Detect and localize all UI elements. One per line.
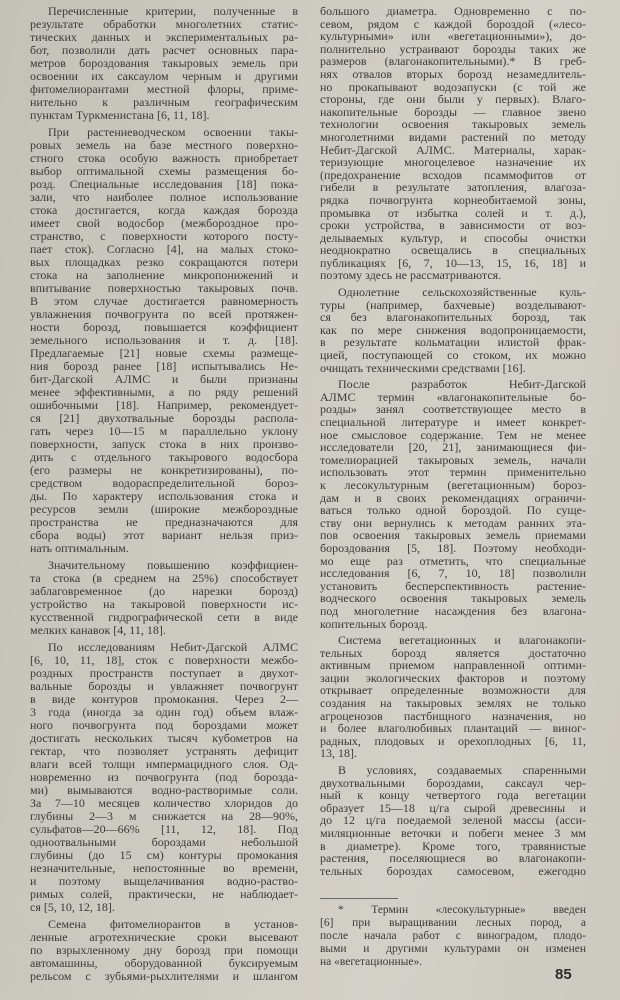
text-line: под многолетние насаждения без влагона- bbox=[320, 603, 586, 618]
text-line: радных, плодовых и орехоплодных [6, 11, bbox=[320, 733, 586, 748]
text-line: технологии освоения такыровых земель bbox=[320, 117, 586, 132]
text-line: ровых земель на базе местного поверхно- bbox=[30, 138, 298, 152]
text-line: стороны, где они были у первых). Влаго- bbox=[320, 92, 586, 107]
text-line: странство, с поверхности которого посту- bbox=[30, 229, 298, 243]
text-line: туры (например, бахчевые) возделывают- bbox=[320, 297, 586, 312]
text-line: создания на такыровых землях не только bbox=[320, 696, 586, 711]
text-line: заблаговременное (до нарезки борозд) bbox=[30, 584, 298, 598]
paragraph bbox=[30, 918, 298, 983]
text-line: розд. Специальные исследования [18] пока- bbox=[30, 177, 298, 191]
text-line: севом, рядом с каждой бороздой («лесо- bbox=[320, 16, 586, 31]
paragraph bbox=[320, 634, 586, 760]
text-line: бот, позволили дать расчет основных пара- bbox=[30, 43, 298, 57]
text-line: выбор оптимальной схемы размещения бо- bbox=[30, 164, 298, 178]
footnote-line: выми и другими культурами он изменен bbox=[320, 943, 586, 955]
text-line: новременно из почвогрунта (под борозда- bbox=[30, 770, 298, 784]
text-line: Перечисленные критерии, полученные в bbox=[48, 4, 298, 18]
text-line: мо еще раз отметить, что специальные bbox=[320, 553, 586, 568]
paragraph bbox=[320, 286, 586, 374]
text-line: стока на заполнение микропонижений и bbox=[30, 268, 298, 282]
text-line: Небит-Дагской АЛМС. Материалы, харак- bbox=[320, 142, 586, 157]
text-line: ния борозд ранее [18] испытывались Не- bbox=[30, 359, 298, 373]
text-line: Семена фитомелиорантов в установ- bbox=[48, 917, 298, 931]
text-line: Значительному повышению коэффициен- bbox=[48, 558, 298, 572]
text-line: римых солей, практически, не наблюдает- bbox=[30, 887, 298, 901]
footnote-divider bbox=[320, 898, 398, 899]
text-line: исследования [6, 7, 10, 18] позволили bbox=[320, 566, 586, 581]
text-line: и поэтому выщелачивания водно-раство- bbox=[30, 874, 298, 888]
text-line: стного стока особую важность приобретает bbox=[30, 151, 298, 165]
text-line: 3 года (иногда за один год) объем влаж- bbox=[30, 705, 298, 719]
text-line: в результате кольматации илистой фрак- bbox=[320, 335, 586, 350]
text-line: нях отвалов вторых борозд незамедлитель- bbox=[320, 66, 586, 81]
text-line: гектар, что позволяет устранять дефицит bbox=[30, 744, 298, 758]
text-line: пает сток). Согласно [4], на малых стоко- bbox=[30, 242, 298, 256]
text-line: земельного использования и т. д. [18]. bbox=[30, 333, 298, 347]
text-line: В условиях, создаваемых спаренными bbox=[338, 763, 586, 778]
footnote-line: [6] при выращивании лесных пород, а bbox=[320, 917, 586, 929]
text-line: по взрыхленному дну борозд при помощи bbox=[30, 943, 298, 957]
text-line: установить бесперспективность растение- bbox=[320, 578, 586, 593]
text-line: За 7—10 месяцев количество хлоридов до bbox=[30, 796, 298, 810]
paragraph bbox=[30, 5, 298, 122]
text-line: ного почвогрунта под бороздами может bbox=[30, 718, 298, 732]
text-line: в виде контуров промокания. Через 2— bbox=[30, 692, 298, 706]
text-line: Система вегетационных и влагонакопи- bbox=[338, 633, 586, 648]
text-line: миляционные веточки и побеги менее 3 мм bbox=[320, 826, 586, 840]
text-line: (его размеры не конкретизированы), по- bbox=[30, 463, 298, 477]
right-column bbox=[320, 5, 586, 881]
text-line: но прокапывают водозапуски (с той же bbox=[320, 79, 586, 94]
text-line: По исследованиям Небит-Дагской АЛМС bbox=[48, 640, 298, 654]
text-line: та стока (в среднем на 25%) способствует bbox=[30, 571, 298, 585]
text-line: образует 15—18 ц/га сырой древесины и bbox=[320, 800, 586, 815]
text-line: вых площадках резко сокращаются потери bbox=[30, 255, 298, 269]
paragraph bbox=[30, 126, 298, 555]
text-line: тических данных и экспериментальных ра- bbox=[30, 30, 298, 44]
paragraph bbox=[30, 559, 298, 637]
text-line: Однолетние сельскохозяйственные куль- bbox=[338, 285, 586, 300]
text-line: имеет свой водосбор (межбороздное про- bbox=[30, 216, 298, 230]
text-line: Предлагаемые [21] новые схемы размеще- bbox=[30, 346, 298, 360]
text-line: томелиорацией такыровых земель, начали bbox=[320, 452, 586, 467]
text-line: ся [5, 10, 12, 18]. bbox=[30, 900, 115, 914]
text-line: сроки устройства, в зависимости от воз- bbox=[320, 218, 586, 233]
text-line: фитомелиорантами местной флоры, приме- bbox=[30, 82, 298, 96]
text-line: влаги всей толщи импермацидного слоя. Од- bbox=[30, 757, 298, 771]
text-line: до 12 ц/га поедаемой зеленой массы (асси- bbox=[320, 813, 586, 828]
page-number: 85 bbox=[555, 966, 572, 983]
text-line: После разработок Небит-Дагской bbox=[338, 377, 586, 392]
text-line: культурными» или «вегетационными»), до- bbox=[320, 29, 586, 44]
text-line: неоднократно освещались в специальных bbox=[320, 243, 586, 258]
text-line: ми) вымываются водно-растворимые соли. bbox=[30, 783, 298, 797]
text-line: ошибочными [18]. Например, рекомендует- bbox=[30, 398, 298, 412]
text-line: автомашины, оборудованной буксируемым bbox=[30, 956, 298, 970]
text-line: [6, 10, 11, 18], сток с поверхности межбо- bbox=[30, 653, 298, 667]
text-line: сбора воды) этот вариант нельзя приз- bbox=[30, 528, 298, 542]
text-line: устройство на такыровой поверхности ис- bbox=[30, 597, 298, 611]
text-line: ся [21] двухотвальные борозды распола- bbox=[30, 411, 298, 425]
text-line: ся без влагонакопительных борозд, так bbox=[320, 310, 586, 325]
text-line: вальные борозды и увлажняет почвогрунт bbox=[30, 679, 298, 693]
text-line: как по мере снижения водопроницаемости, bbox=[320, 322, 586, 337]
text-line: зали, что наиболее полное использование bbox=[30, 190, 298, 204]
text-line: к лесокультурным (вегетационным) бороз- bbox=[320, 477, 586, 492]
text-line: нать оптимальным. bbox=[30, 541, 129, 555]
text-line: и более влаголюбивых плантаций — виног- bbox=[320, 721, 586, 736]
paragraph bbox=[30, 641, 298, 914]
text-line: средством водораспределительной бороз- bbox=[30, 476, 298, 490]
text-line: в диаметре). Кроме того, травянистые bbox=[320, 838, 586, 853]
footnote bbox=[320, 904, 586, 969]
text-line: поверхности, запуск стока в них произво- bbox=[30, 437, 298, 451]
text-line: тельных бороздах самосевом, ежегодно bbox=[320, 863, 586, 878]
text-line: ству они вернулись к методам ранних эта- bbox=[320, 515, 586, 530]
text-line: ности борозд, повышается коэффициент bbox=[30, 320, 298, 334]
text-line: АЛМС термин «влагонакопительные бо- bbox=[320, 389, 586, 404]
text-line: поэтому здесь не рассматриваются. bbox=[320, 268, 502, 283]
text-line: рядка почвогрунта корнеобитаемой зоны, bbox=[320, 192, 586, 207]
paragraph bbox=[320, 378, 586, 630]
text-line: кусственной гидрографической сети в виде bbox=[30, 610, 298, 624]
text-line: пов освоения такыровых земель приемами bbox=[320, 528, 586, 543]
text-line: ленные агротехнические сроки высевают bbox=[30, 930, 298, 944]
text-line: специальной литературе и имеет конкрет- bbox=[320, 415, 586, 429]
text-line: пространства не предназначаются для bbox=[30, 515, 298, 529]
text-line: полнительно устраивают борозды таких же bbox=[320, 41, 586, 56]
text-line: одноотвальными бороздами небольшой bbox=[30, 835, 298, 849]
text-line: бороздования [5, 18]. Поэтому необходи- bbox=[320, 540, 586, 555]
text-line: незначительные, непостоянные во времени, bbox=[30, 861, 298, 875]
text-line: копительных борозд. bbox=[320, 616, 428, 631]
text-line: впитывание поверхностью такыровых почв. bbox=[30, 281, 298, 295]
text-line: накопительные борозды — главное звено bbox=[320, 104, 586, 119]
text-line: ный к концу четвертого года вегетации bbox=[320, 788, 586, 803]
text-line: глубины (до 15 см) контуры промокания bbox=[30, 848, 298, 862]
text-line: дить с отдельного такырового водосбора bbox=[30, 450, 298, 464]
footnote-line: после начала работ с виноградом, плодо- bbox=[320, 930, 586, 942]
text-line: освоении их саксаулом черным и другими bbox=[30, 69, 298, 83]
text-line: открывает определенные возможности для bbox=[320, 683, 586, 698]
text-line: При растениеводческом освоении такы- bbox=[48, 125, 298, 139]
text-line: большого диаметра. Одновременно с по- bbox=[320, 4, 586, 18]
text-line: розды» занял соответствующее место в bbox=[320, 402, 586, 417]
text-line: ресурсов земли (широкие межбороздные bbox=[30, 502, 298, 516]
text-line: теризующие многоцелевое назначение их bbox=[320, 155, 586, 170]
text-line: ное смысловое содержание. Тем не менее bbox=[320, 427, 586, 442]
paragraph bbox=[320, 764, 586, 877]
text-line: увлажнения почвогрунта по всей протяжен- bbox=[30, 307, 298, 321]
text-line: бит-Дагской АЛМС и были признаны bbox=[30, 372, 298, 386]
text-line: гибели в результате затопления, влагоза- bbox=[320, 180, 586, 195]
text-line: достигать нескольких тысяч кубометров на bbox=[30, 731, 298, 745]
text-line: двухотвальными бороздами, саксаул чер- bbox=[320, 775, 586, 790]
text-line: промывка от избытка солей и т. д.), bbox=[320, 205, 586, 220]
text-line: глубины 2—3 м снижается на 28—90%, bbox=[30, 809, 298, 823]
text-line: 13, 18]. bbox=[320, 746, 357, 761]
text-line: ды. По характеру использования стока и bbox=[30, 489, 298, 503]
text-line: растения, поселяющиеся во влагонакопи- bbox=[320, 851, 586, 866]
text-line: использовать этот термин применительно bbox=[320, 465, 586, 480]
text-line: зации экологических факторов и поэтому bbox=[320, 670, 586, 685]
text-line: публикациях [6, 7, 10—13, 15, 16, 18] и bbox=[320, 255, 586, 270]
text-line: гать через 10—15 м параллельно уклону bbox=[30, 424, 298, 438]
text-line: сульфатов—20—66% [11, 12, 18]. Под bbox=[30, 822, 298, 836]
text-line: результате обработки многолетних статис- bbox=[30, 17, 298, 31]
text-line: нительно к различным географическим bbox=[30, 95, 298, 109]
text-line: ваться только одной бороздой. По суще- bbox=[320, 503, 586, 518]
text-line: мелких канавок [4, 11, 18]. bbox=[30, 623, 166, 637]
text-line: пунктам Туркменистана [6, 11, 18]. bbox=[30, 108, 210, 122]
left-column bbox=[30, 5, 298, 987]
footnote-line: на «вегетационные». bbox=[320, 956, 423, 968]
text-line: цией, поступающей со стоком, их можно bbox=[320, 348, 586, 363]
text-line: исследователи [20, 21], занимающиеся фи- bbox=[320, 440, 586, 455]
text-line: В этом случае достигается равномерность bbox=[30, 294, 298, 308]
text-line: водческого освоения такыровых земель bbox=[320, 591, 586, 606]
text-line: очищать техническими средствами [16]. bbox=[320, 360, 526, 375]
text-line: активным приемом направленной оптими- bbox=[320, 658, 586, 673]
text-line: многолетними видами растений по методу bbox=[320, 129, 586, 144]
text-line: рельсом с зубьями-рыхлителями и шлангом bbox=[30, 969, 298, 983]
footnote-line: * Термин «лесокультурные» введен bbox=[338, 904, 586, 916]
text-line: дам и в своих рекомендациях ограничи- bbox=[320, 490, 586, 505]
text-line: размеров (влагонакопительными).* В греб- bbox=[320, 54, 586, 69]
paragraph bbox=[320, 5, 586, 282]
text-line: тельных борозд является достаточно bbox=[320, 645, 586, 660]
text-line: менее эффективными, а по ряду решений bbox=[30, 385, 298, 399]
text-line: метров бороздования такыровых земель при bbox=[30, 56, 298, 70]
text-line: делываемых культур, и способы очистки bbox=[320, 230, 586, 245]
text-line: роздных пространств поступает в двухот- bbox=[30, 666, 298, 680]
text-line: (предохранение всходов псаммофитов от bbox=[320, 167, 586, 182]
text-line: агроценозов пастбищного назначения, но bbox=[320, 708, 586, 723]
text-line: стока достигается, когда каждая борозда bbox=[30, 203, 298, 217]
